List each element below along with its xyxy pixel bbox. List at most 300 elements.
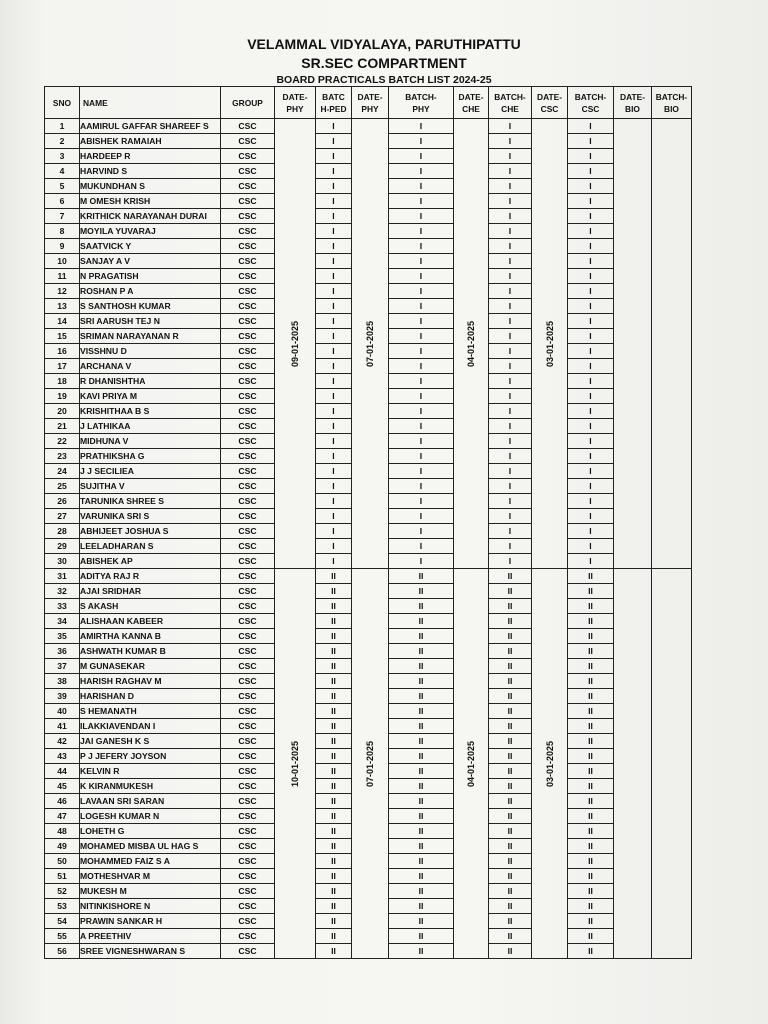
batch-bio-cell xyxy=(652,119,692,569)
name-cell: S SANTHOSH KUMAR xyxy=(80,299,221,314)
batch-phy-cell: II xyxy=(389,644,454,659)
column-header-date-phy: DATE- PHY xyxy=(352,87,389,119)
date-label: 04-01-2025 xyxy=(466,740,476,787)
batch-che-cell: II xyxy=(489,779,532,794)
batch-che-cell: II xyxy=(489,764,532,779)
batch-ped-cell: I xyxy=(316,434,352,449)
batch-phy-cell: II xyxy=(389,569,454,584)
batch-ped-cell: II xyxy=(316,734,352,749)
group-cell: CSC xyxy=(221,449,275,464)
batch-csc-cell: II xyxy=(568,794,614,809)
sno-cell: 32 xyxy=(45,584,80,599)
table-body xyxy=(45,119,692,959)
batch-csc-cell: I xyxy=(568,374,614,389)
column-header-date-bio: DATE- BIO xyxy=(614,87,652,119)
name-cell: MOYILA YUVARAJ xyxy=(80,224,221,239)
batch-che-cell: I xyxy=(489,314,532,329)
name-cell: MIDHUNA V xyxy=(80,434,221,449)
batch-csc-cell: II xyxy=(568,779,614,794)
name-cell: SAATVICK Y xyxy=(80,239,221,254)
batch-phy-cell: I xyxy=(389,299,454,314)
batch-phy-cell: I xyxy=(389,134,454,149)
batch-ped-cell: I xyxy=(316,554,352,569)
column-header-group: GROUP xyxy=(221,87,275,119)
batch-csc-cell: II xyxy=(568,659,614,674)
name-cell: AMIRTHA KANNA B xyxy=(80,629,221,644)
batch-che-cell: I xyxy=(489,389,532,404)
batch-csc-cell: I xyxy=(568,494,614,509)
sno-cell: 45 xyxy=(45,779,80,794)
group-cell: CSC xyxy=(221,179,275,194)
batch-ped-cell: I xyxy=(316,359,352,374)
group-cell: CSC xyxy=(221,524,275,539)
name-cell: NITINKISHORE N xyxy=(80,899,221,914)
group-cell: CSC xyxy=(221,314,275,329)
group-cell: CSC xyxy=(221,299,275,314)
batch-phy-cell: I xyxy=(389,119,454,134)
name-cell: HARVIND S xyxy=(80,164,221,179)
batch-csc-cell: I xyxy=(568,464,614,479)
batch-che-cell: I xyxy=(489,179,532,194)
group-cell: CSC xyxy=(221,539,275,554)
batch-phy-cell: II xyxy=(389,929,454,944)
batch-ped-cell: II xyxy=(316,779,352,794)
group-cell: CSC xyxy=(221,359,275,374)
batch-phy-cell: I xyxy=(389,164,454,179)
batch-phy-cell: II xyxy=(389,779,454,794)
group-cell: CSC xyxy=(221,329,275,344)
group-cell: CSC xyxy=(221,659,275,674)
batch-phy-cell: I xyxy=(389,194,454,209)
batch-phy-cell: I xyxy=(389,434,454,449)
batch-phy-cell: I xyxy=(389,494,454,509)
date-che-cell xyxy=(454,119,489,569)
sno-cell: 39 xyxy=(45,689,80,704)
sno-cell: 27 xyxy=(45,509,80,524)
batch-che-cell: I xyxy=(489,539,532,554)
batch-csc-cell: I xyxy=(568,434,614,449)
group-cell: CSC xyxy=(221,839,275,854)
batch-ped-cell: II xyxy=(316,854,352,869)
group-cell: CSC xyxy=(221,569,275,584)
name-cell: KAVI PRIYA M xyxy=(80,389,221,404)
batch-csc-cell: II xyxy=(568,584,614,599)
batch-phy-cell: I xyxy=(389,539,454,554)
batch-che-cell: II xyxy=(489,719,532,734)
batch-ped-cell: I xyxy=(316,329,352,344)
batch-ped-cell: I xyxy=(316,524,352,539)
batch-che-cell: II xyxy=(489,824,532,839)
batch-che-cell: II xyxy=(489,884,532,899)
batch-phy-cell: II xyxy=(389,839,454,854)
batch-ped-cell: II xyxy=(316,629,352,644)
batch-phy-cell: I xyxy=(389,284,454,299)
date-che-cell xyxy=(454,569,489,959)
group-cell: CSC xyxy=(221,269,275,284)
batch-ped-cell: I xyxy=(316,239,352,254)
batch-che-cell: I xyxy=(489,344,532,359)
batch-phy-cell: I xyxy=(389,329,454,344)
group-cell: CSC xyxy=(221,434,275,449)
group-cell: CSC xyxy=(221,224,275,239)
batch-ped-cell: I xyxy=(316,389,352,404)
sno-cell: 22 xyxy=(45,434,80,449)
name-cell: HARISHAN D xyxy=(80,689,221,704)
date-label: 04-01-2025 xyxy=(466,320,476,367)
batch-csc-cell: I xyxy=(568,179,614,194)
sno-cell: 54 xyxy=(45,914,80,929)
batch-phy-cell: II xyxy=(389,719,454,734)
group-cell: CSC xyxy=(221,749,275,764)
batch-che-cell: II xyxy=(489,809,532,824)
name-cell: N PRAGATISH xyxy=(80,269,221,284)
batch-csc-cell: I xyxy=(568,224,614,239)
batch-che-cell: II xyxy=(489,749,532,764)
batch-che-cell: II xyxy=(489,689,532,704)
sno-cell: 44 xyxy=(45,764,80,779)
group-cell: CSC xyxy=(221,209,275,224)
batch-csc-cell: II xyxy=(568,569,614,584)
batch-ped-cell: I xyxy=(316,509,352,524)
date-label: 03-01-2025 xyxy=(544,320,555,367)
date-label: 07-01-2025 xyxy=(365,320,375,367)
batch-che-cell: I xyxy=(489,254,532,269)
batch-ped-cell: II xyxy=(316,764,352,779)
batch-ped-cell: II xyxy=(316,869,352,884)
batch-csc-cell: I xyxy=(568,134,614,149)
batch-che-cell: I xyxy=(489,419,532,434)
sno-cell: 51 xyxy=(45,869,80,884)
batch-phy-cell: I xyxy=(389,344,454,359)
column-header-batch-che: BATCH- CHE xyxy=(489,87,532,119)
batch-ped-cell: II xyxy=(316,704,352,719)
batch-phy-cell: I xyxy=(389,464,454,479)
name-cell: ABISHEK AP xyxy=(80,554,221,569)
batch-phy-cell: II xyxy=(389,599,454,614)
name-cell: KRISHITHAA B S xyxy=(80,404,221,419)
name-cell: M OMESH KRISH xyxy=(80,194,221,209)
date-phy-cell xyxy=(275,569,316,959)
table-header-row xyxy=(45,87,692,119)
sno-cell: 41 xyxy=(45,719,80,734)
name-cell: MOTHESHVAR M xyxy=(80,869,221,884)
column-header-date-che: DATE- CHE xyxy=(454,87,489,119)
batch-csc-cell: I xyxy=(568,359,614,374)
group-cell: CSC xyxy=(221,719,275,734)
batch-ped-cell: I xyxy=(316,164,352,179)
batch-phy-cell: I xyxy=(389,374,454,389)
group-cell: CSC xyxy=(221,899,275,914)
group-cell: CSC xyxy=(221,584,275,599)
group-cell: CSC xyxy=(221,809,275,824)
batch-ped-cell: II xyxy=(316,659,352,674)
batch-phy-cell: I xyxy=(389,239,454,254)
batch-che-cell: I xyxy=(489,224,532,239)
sno-cell: 10 xyxy=(45,254,80,269)
batch-csc-cell: I xyxy=(568,164,614,179)
column-header-batch-csc: BATCH- CSC xyxy=(568,87,614,119)
batch-phy-cell: I xyxy=(389,179,454,194)
name-cell: SREE VIGNESHWARAN S xyxy=(80,944,221,959)
group-cell: CSC xyxy=(221,599,275,614)
group-cell: CSC xyxy=(221,914,275,929)
batch-che-cell: I xyxy=(489,434,532,449)
batch-ped-cell: I xyxy=(316,194,352,209)
batch-che-cell: II xyxy=(489,929,532,944)
batch-ped-cell: II xyxy=(316,824,352,839)
batch-ped-cell: II xyxy=(316,599,352,614)
batch-che-cell: II xyxy=(489,674,532,689)
sno-cell: 2 xyxy=(45,134,80,149)
sno-cell: 23 xyxy=(45,449,80,464)
name-cell: HARISH RAGHAV M xyxy=(80,674,221,689)
batch-phy-cell: II xyxy=(389,809,454,824)
sno-cell: 5 xyxy=(45,179,80,194)
batch-phy-cell: II xyxy=(389,689,454,704)
batch-csc-cell: II xyxy=(568,929,614,944)
sno-cell: 36 xyxy=(45,644,80,659)
batch-phy-cell: I xyxy=(389,314,454,329)
group-cell: CSC xyxy=(221,404,275,419)
batch-che-cell: II xyxy=(489,839,532,854)
batch-che-cell: I xyxy=(489,299,532,314)
batch-phy-cell: II xyxy=(389,869,454,884)
batch-csc-cell: II xyxy=(568,629,614,644)
name-cell: HARDEEP R xyxy=(80,149,221,164)
batch-che-cell: I xyxy=(489,554,532,569)
sno-cell: 14 xyxy=(45,314,80,329)
batch-phy-cell: II xyxy=(389,629,454,644)
batch-che-cell: II xyxy=(489,854,532,869)
batch-csc-cell: I xyxy=(568,344,614,359)
sno-cell: 34 xyxy=(45,614,80,629)
sno-cell: 18 xyxy=(45,374,80,389)
name-cell: VARUNIKA SRI S xyxy=(80,509,221,524)
batch-csc-cell: II xyxy=(568,614,614,629)
group-cell: CSC xyxy=(221,764,275,779)
sno-cell: 46 xyxy=(45,794,80,809)
batch-ped-cell: II xyxy=(316,584,352,599)
sno-cell: 53 xyxy=(45,899,80,914)
batch-csc-cell: II xyxy=(568,944,614,959)
batch-csc-cell: II xyxy=(568,599,614,614)
batch-che-cell: I xyxy=(489,119,532,134)
sno-cell: 38 xyxy=(45,674,80,689)
batch-phy-cell: I xyxy=(389,419,454,434)
batch-csc-cell: I xyxy=(568,314,614,329)
batch-che-cell: I xyxy=(489,464,532,479)
name-cell: VISSHNU D xyxy=(80,344,221,359)
batch-csc-cell: II xyxy=(568,749,614,764)
sno-cell: 9 xyxy=(45,239,80,254)
table-row xyxy=(45,119,692,134)
group-cell: CSC xyxy=(221,854,275,869)
sno-cell: 15 xyxy=(45,329,80,344)
batch-che-cell: I xyxy=(489,494,532,509)
sno-cell: 16 xyxy=(45,344,80,359)
name-cell: ROSHAN P A xyxy=(80,284,221,299)
batch-csc-cell: II xyxy=(568,854,614,869)
group-cell: CSC xyxy=(221,644,275,659)
date-csc-cell xyxy=(532,119,568,569)
group-cell: CSC xyxy=(221,464,275,479)
name-cell: AAMIRUL GAFFAR SHAREEF S xyxy=(80,119,221,134)
batch-phy-cell: I xyxy=(389,269,454,284)
batch-ped-cell: II xyxy=(316,749,352,764)
name-cell: ASHWATH KUMAR B xyxy=(80,644,221,659)
group-cell: CSC xyxy=(221,929,275,944)
batch-bio-cell xyxy=(652,569,692,959)
name-cell: SUJITHA V xyxy=(80,479,221,494)
batch-ped-cell: I xyxy=(316,224,352,239)
group-cell: CSC xyxy=(221,944,275,959)
batch-csc-cell: I xyxy=(568,419,614,434)
sno-cell: 4 xyxy=(45,164,80,179)
batch-che-cell: II xyxy=(489,659,532,674)
name-cell: ARCHANA V xyxy=(80,359,221,374)
batch-phy-cell: II xyxy=(389,899,454,914)
batch-phy-cell: II xyxy=(389,584,454,599)
batch-csc-cell: I xyxy=(568,239,614,254)
sno-cell: 6 xyxy=(45,194,80,209)
batch-csc-cell: II xyxy=(568,719,614,734)
batch-ped-cell: II xyxy=(316,569,352,584)
group-cell: CSC xyxy=(221,554,275,569)
group-cell: CSC xyxy=(221,689,275,704)
batch-ped-cell: I xyxy=(316,314,352,329)
name-cell: MUKESH M xyxy=(80,884,221,899)
batch-che-cell: II xyxy=(489,734,532,749)
batch-che-cell: II xyxy=(489,614,532,629)
batch-ped-cell: I xyxy=(316,374,352,389)
batch-csc-cell: I xyxy=(568,404,614,419)
name-cell: R DHANISHTHA xyxy=(80,374,221,389)
name-cell: TARUNIKA SHREE S xyxy=(80,494,221,509)
batch-phy-cell: II xyxy=(389,614,454,629)
sno-cell: 31 xyxy=(45,569,80,584)
batch-csc-cell: II xyxy=(568,899,614,914)
batch-phy-cell: I xyxy=(389,524,454,539)
batch-csc-cell: I xyxy=(568,509,614,524)
batch-ped-cell: II xyxy=(316,614,352,629)
batch-ped-cell: I xyxy=(316,134,352,149)
name-cell: ILAKKIAVENDAN I xyxy=(80,719,221,734)
batch-csc-cell: I xyxy=(568,524,614,539)
sno-cell: 47 xyxy=(45,809,80,824)
name-cell: P J JEFERY JOYSON xyxy=(80,749,221,764)
batch-ped-cell: I xyxy=(316,539,352,554)
batch-che-cell: II xyxy=(489,644,532,659)
sno-cell: 21 xyxy=(45,419,80,434)
name-cell: ADITYA RAJ R xyxy=(80,569,221,584)
sno-cell: 42 xyxy=(45,734,80,749)
batch-phy-cell: I xyxy=(389,389,454,404)
sno-cell: 19 xyxy=(45,389,80,404)
batch-ped-cell: I xyxy=(316,464,352,479)
batch-ped-cell: II xyxy=(316,809,352,824)
batch-ped-cell: II xyxy=(316,644,352,659)
batch-list-subtitle: BOARD PRACTICALS BATCH LIST 2024-25 xyxy=(276,74,492,86)
batch-csc-cell: I xyxy=(568,329,614,344)
sno-cell: 55 xyxy=(45,929,80,944)
batch-csc-cell: II xyxy=(568,824,614,839)
batch-phy-cell: I xyxy=(389,554,454,569)
sno-cell: 30 xyxy=(45,554,80,569)
group-cell: CSC xyxy=(221,479,275,494)
batch-ped-cell: I xyxy=(316,404,352,419)
name-cell: KELVIN R xyxy=(80,764,221,779)
batch-csc-cell: II xyxy=(568,734,614,749)
date-phy-2-cell xyxy=(352,569,389,959)
column-header-date-phy: DATE- PHY xyxy=(275,87,316,119)
batch-che-cell: I xyxy=(489,479,532,494)
sno-cell: 26 xyxy=(45,494,80,509)
batch-csc-cell: II xyxy=(568,869,614,884)
batch-csc-cell: II xyxy=(568,674,614,689)
batch-phy-cell: II xyxy=(389,944,454,959)
group-cell: CSC xyxy=(221,239,275,254)
group-cell: CSC xyxy=(221,704,275,719)
group-cell: CSC xyxy=(221,374,275,389)
batch-csc-cell: I xyxy=(568,209,614,224)
batch-che-cell: I xyxy=(489,284,532,299)
group-cell: CSC xyxy=(221,509,275,524)
batch-che-cell: I xyxy=(489,524,532,539)
group-cell: CSC xyxy=(221,284,275,299)
batch-csc-cell: I xyxy=(568,119,614,134)
batch-phy-cell: II xyxy=(389,854,454,869)
batch-ped-cell: II xyxy=(316,794,352,809)
batch-ped-cell: II xyxy=(316,884,352,899)
batch-che-cell: II xyxy=(489,794,532,809)
date-bio-cell xyxy=(614,569,652,959)
sno-cell: 3 xyxy=(45,149,80,164)
name-cell: S HEMANATH xyxy=(80,704,221,719)
batch-che-cell: II xyxy=(489,914,532,929)
batch-che-cell: II xyxy=(489,584,532,599)
name-cell: LOGESH KUMAR N xyxy=(80,809,221,824)
sno-cell: 24 xyxy=(45,464,80,479)
batch-csc-cell: I xyxy=(568,554,614,569)
batch-che-cell: I xyxy=(489,269,532,284)
batch-csc-cell: II xyxy=(568,839,614,854)
name-cell: AJAI SRIDHAR xyxy=(80,584,221,599)
table-row xyxy=(45,569,692,584)
batch-phy-cell: I xyxy=(389,209,454,224)
school-title: VELAMMAL VIDYALAYA, PARUTHIPATTU xyxy=(247,36,521,52)
batch-che-cell: I xyxy=(489,149,532,164)
batch-csc-cell: I xyxy=(568,254,614,269)
group-cell: CSC xyxy=(221,794,275,809)
batch-phy-cell: II xyxy=(389,884,454,899)
sno-cell: 12 xyxy=(45,284,80,299)
name-cell: LEELADHARAN S xyxy=(80,539,221,554)
name-cell: SRI AARUSH TEJ N xyxy=(80,314,221,329)
group-cell: CSC xyxy=(221,194,275,209)
group-cell: CSC xyxy=(221,674,275,689)
group-cell: CSC xyxy=(221,149,275,164)
group-cell: CSC xyxy=(221,134,275,149)
date-phy-cell xyxy=(275,119,316,569)
batch-csc-cell: I xyxy=(568,479,614,494)
sno-cell: 35 xyxy=(45,629,80,644)
batch-phy-cell: II xyxy=(389,824,454,839)
date-phy-2-cell xyxy=(352,119,389,569)
batch-ped-cell: II xyxy=(316,674,352,689)
date-label: 03-01-2025 xyxy=(544,740,555,787)
date-label: 10-01-2025 xyxy=(290,740,300,787)
batch-ped-cell: I xyxy=(316,344,352,359)
